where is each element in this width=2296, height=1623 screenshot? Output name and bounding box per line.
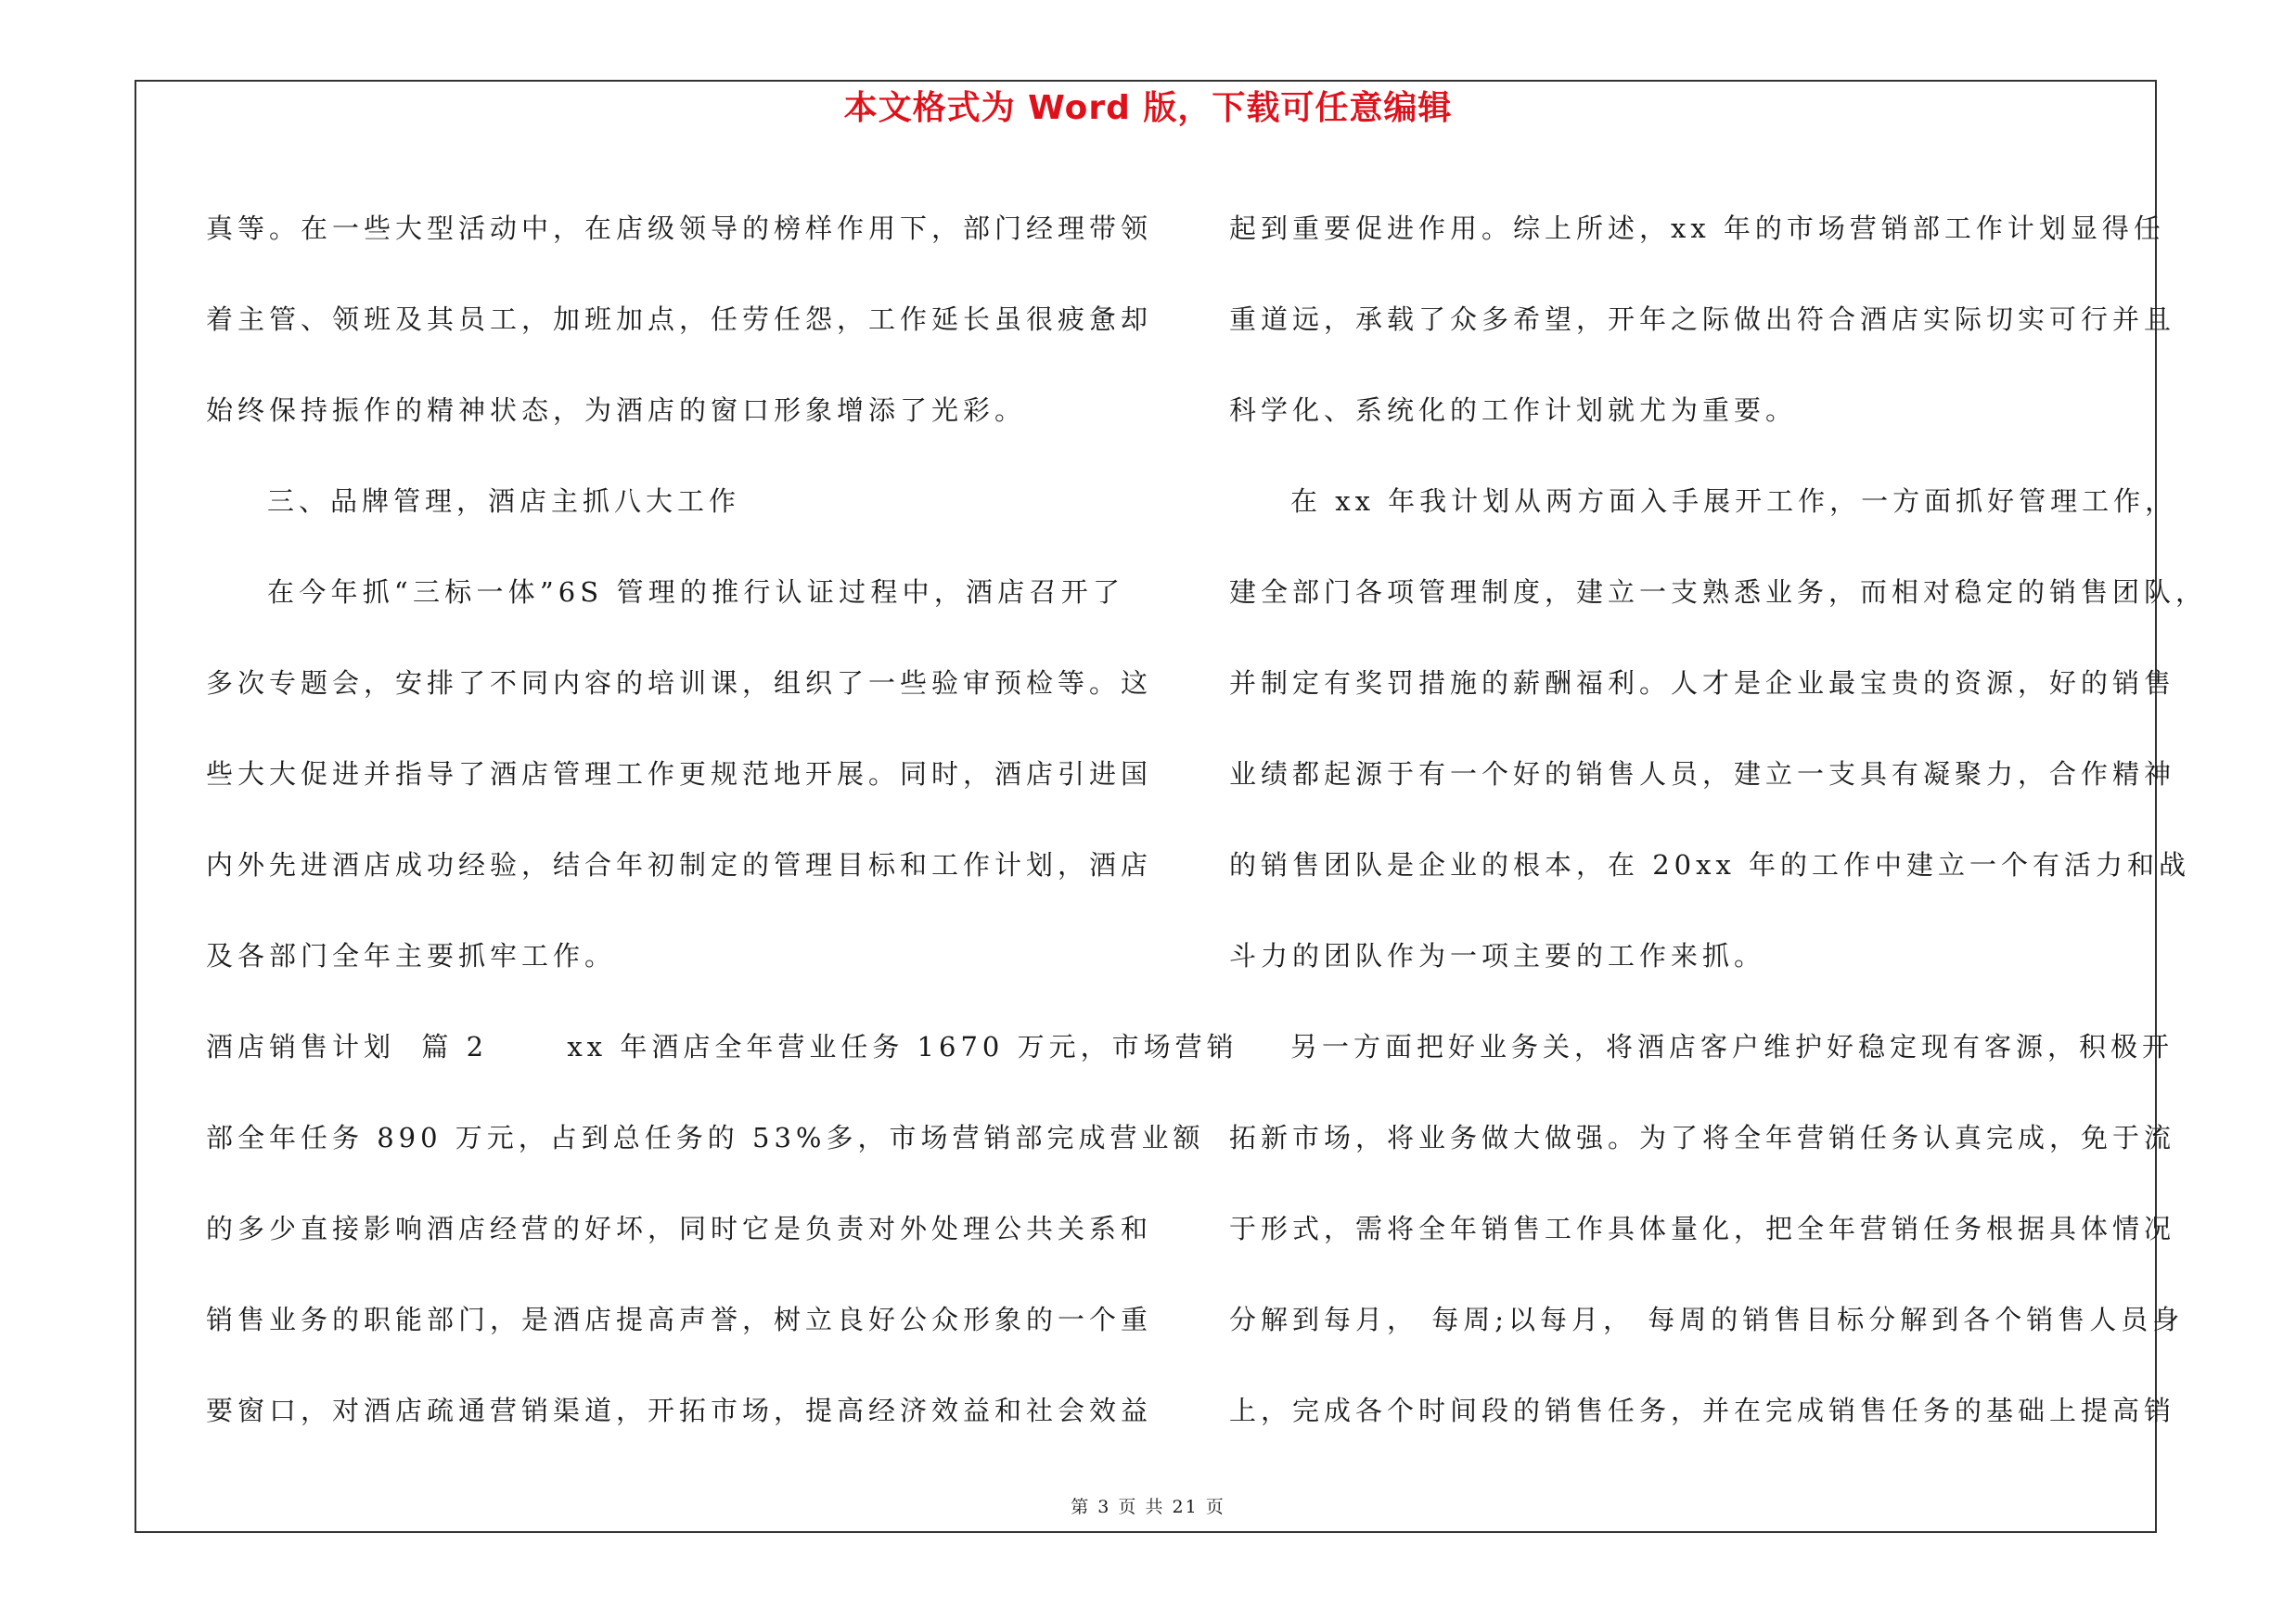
page-footer xyxy=(0,1496,2296,1518)
right-text-column xyxy=(1229,183,2208,1456)
text-line: 酒店销售计划 篇 2 xx 年酒店全年营业任务 1670 万元，市场营销 xyxy=(206,1031,1238,1063)
section-heading: 三、品牌管理，酒店主抓八大工作 xyxy=(267,485,741,517)
page-number: 第 3 页 共 21 页 xyxy=(1071,1497,1225,1517)
text-line: 另一方面把好业务关，将酒店客户维护好稳定现有客源，积极开 xyxy=(1290,1031,2174,1063)
text-line: 的多少直接影响酒店经营的好坏，同时它是负责对外处理公共关系和 xyxy=(206,1213,1153,1244)
text-line: 建全部门各项管理制度，建立一支熟悉业务，而相对稳定的销售团队， xyxy=(1229,576,2208,608)
text-line: 部全年任务 890 万元，占到总任务的 53%多，市场营销部完成营业额 xyxy=(206,1122,1205,1153)
text-line: 于形式，需将全年销售工作具体量化，把全年营销任务根据具体情况 xyxy=(1229,1213,2176,1244)
text-line: 着主管、领班及其员工，加班加点，任劳任怨，工作延长虽很疲惫却 xyxy=(206,303,1153,335)
text-line: 上，完成各个时间段的销售任务，并在完成销售任务的基础上提高销 xyxy=(1229,1395,2176,1426)
text-line: 起到重要促进作用。综上所述，xx 年的市场营销部工作计划显得任 xyxy=(1229,213,2165,244)
text-line: 内外先进酒店成功经验，结合年初制定的管理目标和工作计划，酒店 xyxy=(206,849,1153,881)
text-line: 分解到每月， 每周;以每月， 每周的销售目标分解到各个销售人员身 xyxy=(1229,1304,2185,1335)
text-line: 多次专题会，安排了不同内容的培训课，组织了一些验审预检等。这 xyxy=(206,667,1153,699)
document-banner xyxy=(0,88,2296,129)
text-line: 斗力的团队作为一项主要的工作来抓。 xyxy=(1229,940,1766,972)
text-line: 始终保持振作的精神状态，为酒店的窗口形象增添了光彩。 xyxy=(206,394,1027,426)
text-line: 拓新市场，将业务做大做强。为了将全年营销任务认真完成，免于流 xyxy=(1229,1122,2176,1153)
text-line: 重道远，承载了众多希望，开年之际做出符合酒店实际切实可行并且 xyxy=(1229,303,2176,335)
text-line: 科学化、系统化的工作计划就尤为重要。 xyxy=(1229,394,1798,426)
text-line: 并制定有奖罚措施的薪酬福利。人才是企业最宝贵的资源，好的销售 xyxy=(1229,667,2176,699)
text-line: 在 xx 年我计划从两方面入手展开工作，一方面抓好管理工作， xyxy=(1290,485,2177,517)
text-line: 要窗口，对酒店疏通营销渠道，开拓市场，提高经济效益和社会效益 xyxy=(206,1395,1153,1426)
banner-text: 本文格式为 Word 版，下载可任意编辑 xyxy=(843,89,1453,127)
text-line: 在今年抓“三标一体”6S 管理的推行认证过程中，酒店召开了 xyxy=(267,576,1124,608)
text-line: 业绩都起源于有一个好的销售人员，建立一支具有凝聚力，合作精神 xyxy=(1229,758,2176,790)
text-line: 真等。在一些大型活动中，在店级领导的榜样作用下，部门经理带领 xyxy=(206,213,1153,244)
text-line: 销售业务的职能部门，是酒店提高声誉，树立良好公众形象的一个重 xyxy=(206,1304,1153,1335)
left-text-column xyxy=(206,183,1238,1456)
text-line: 的销售团队是企业的根本，在 20xx 年的工作中建立一个有活力和战 xyxy=(1229,849,2191,881)
text-line: 及各部门全年主要抓牢工作。 xyxy=(206,940,617,972)
text-line: 些大大促进并指导了酒店管理工作更规范地开展。同时，酒店引进国 xyxy=(206,758,1153,790)
